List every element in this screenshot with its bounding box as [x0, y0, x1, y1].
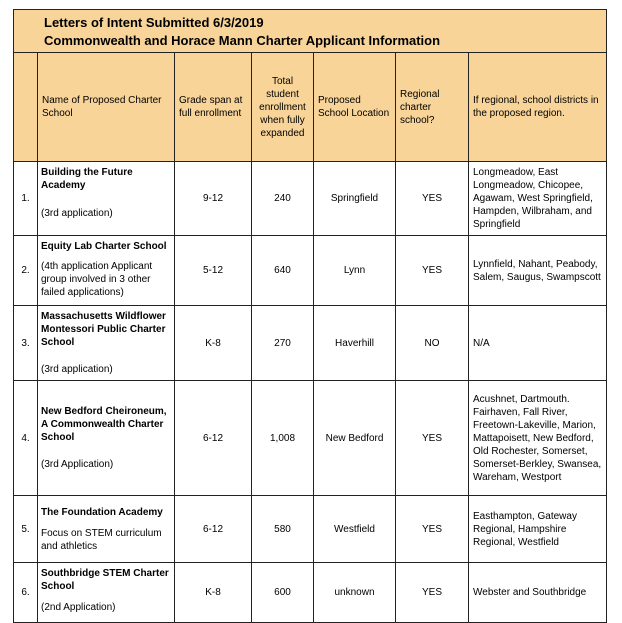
header-location: Proposed School Location: [318, 95, 390, 119]
header-grade: Grade span at full enrollment: [179, 95, 243, 119]
row-number: 4.: [14, 381, 38, 496]
enrollment: 240: [252, 162, 314, 236]
table-row: [14, 563, 607, 623]
row-number: 5.: [14, 496, 38, 563]
school-name-cell: [38, 236, 175, 306]
header-districts: If regional, school districts in the proposed region.: [473, 95, 599, 119]
header-districts-cell: [469, 53, 607, 162]
school-name-cell: [38, 306, 175, 381]
regional-districts: N/A: [469, 306, 607, 381]
location: Springfield: [314, 162, 396, 236]
grade-span: K-8: [175, 563, 252, 623]
school-name: Massachusetts Wildflower Montessori Public Charter School: [41, 311, 166, 348]
charter-applicants-table: [13, 9, 607, 623]
row-number: 6.: [14, 563, 38, 623]
grade-span: 9-12: [175, 162, 252, 236]
regional-flag: YES: [396, 236, 469, 306]
school-name: Building the Future Academy: [41, 167, 133, 191]
enrollment: 640: [252, 236, 314, 306]
location: Haverhill: [314, 306, 396, 381]
regional-districts: Easthampton, Gateway Regional, Hampshire Regional, Westfield: [469, 496, 607, 563]
header-grade-cell: [175, 53, 252, 162]
regional-flag: YES: [396, 563, 469, 623]
header-num-cell: [14, 53, 38, 162]
school-note: (2nd Application): [41, 602, 116, 613]
school-name: Southbridge STEM Charter School: [41, 568, 169, 592]
school-name-cell: [38, 162, 175, 236]
grade-span: 6-12: [175, 381, 252, 496]
regional-flag: YES: [396, 496, 469, 563]
regional-districts: Acushnet, Dartmouth. Fairhaven, Fall River, Freetown-Lakeville, Marion, Mattapoisett, New Bedford, Old Rochester, Somerset, Somerset-Berkley, Swansea, Wareham, Westport: [469, 381, 607, 496]
school-name-cell: [38, 496, 175, 563]
school-name-cell: [38, 381, 175, 496]
enrollment: 270: [252, 306, 314, 381]
school-name: The Foundation Academy: [41, 507, 163, 518]
grade-span: 5-12: [175, 236, 252, 306]
regional-districts: Lynnfield, Nahant, Peabody, Salem, Saugus, Swampscott: [469, 236, 607, 306]
table-row: [14, 236, 607, 306]
table-row: [14, 381, 607, 496]
header-location-cell: [314, 53, 396, 162]
regional-districts: Webster and Southbridge: [469, 563, 607, 623]
regional-flag: NO: [396, 306, 469, 381]
school-note: Focus on STEM curriculum and athletics: [41, 528, 162, 552]
table-row: [14, 496, 607, 563]
enrollment: 600: [252, 563, 314, 623]
location: New Bedford: [314, 381, 396, 496]
regional-flag: YES: [396, 162, 469, 236]
school-name: New Bedford Cheironeum, A Commonwealth Charter School: [41, 406, 167, 443]
school-note: (3rd application): [41, 364, 113, 375]
location: Lynn: [314, 236, 396, 306]
title-cell: [14, 10, 607, 53]
header-row: [14, 53, 607, 162]
header-name-cell: [38, 53, 175, 162]
header-name: Name of Proposed Charter School: [42, 95, 162, 119]
regional-districts: Longmeadow, East Longmeadow, Chicopee, Agawam, West Springfield, Hampden, Wilbraham, and Springfield: [469, 162, 607, 236]
school-note: (4th application Applicant group involved in 3 other failed applications): [41, 261, 153, 298]
school-note: (3rd application): [41, 208, 113, 219]
regional-flag: YES: [396, 381, 469, 496]
table-row: [14, 306, 607, 381]
grade-span: 6-12: [175, 496, 252, 563]
enrollment: 580: [252, 496, 314, 563]
title-line-1: Letters of Intent Submitted 6/3/2019: [44, 15, 264, 30]
title-line-2: Commonwealth and Horace Mann Charter Applicant Information: [44, 33, 441, 48]
row-number: 1.: [14, 162, 38, 236]
table-row: [14, 162, 607, 236]
school-name-cell: [38, 563, 175, 623]
title-row: [14, 10, 607, 53]
header-enrollment-cell: [252, 53, 314, 162]
row-number: 3.: [14, 306, 38, 381]
header-regional-cell: [396, 53, 469, 162]
location: unknown: [314, 563, 396, 623]
grade-span: K-8: [175, 306, 252, 381]
school-note: (3rd Application): [41, 459, 114, 470]
school-name: Equity Lab Charter School: [41, 241, 167, 252]
row-number: 2.: [14, 236, 38, 306]
header-enrollment: Total student enrollment when fully expanded: [259, 75, 306, 139]
header-regional: Regional charter school?: [400, 88, 440, 126]
location: Westfield: [314, 496, 396, 563]
enrollment: 1,008: [252, 381, 314, 496]
